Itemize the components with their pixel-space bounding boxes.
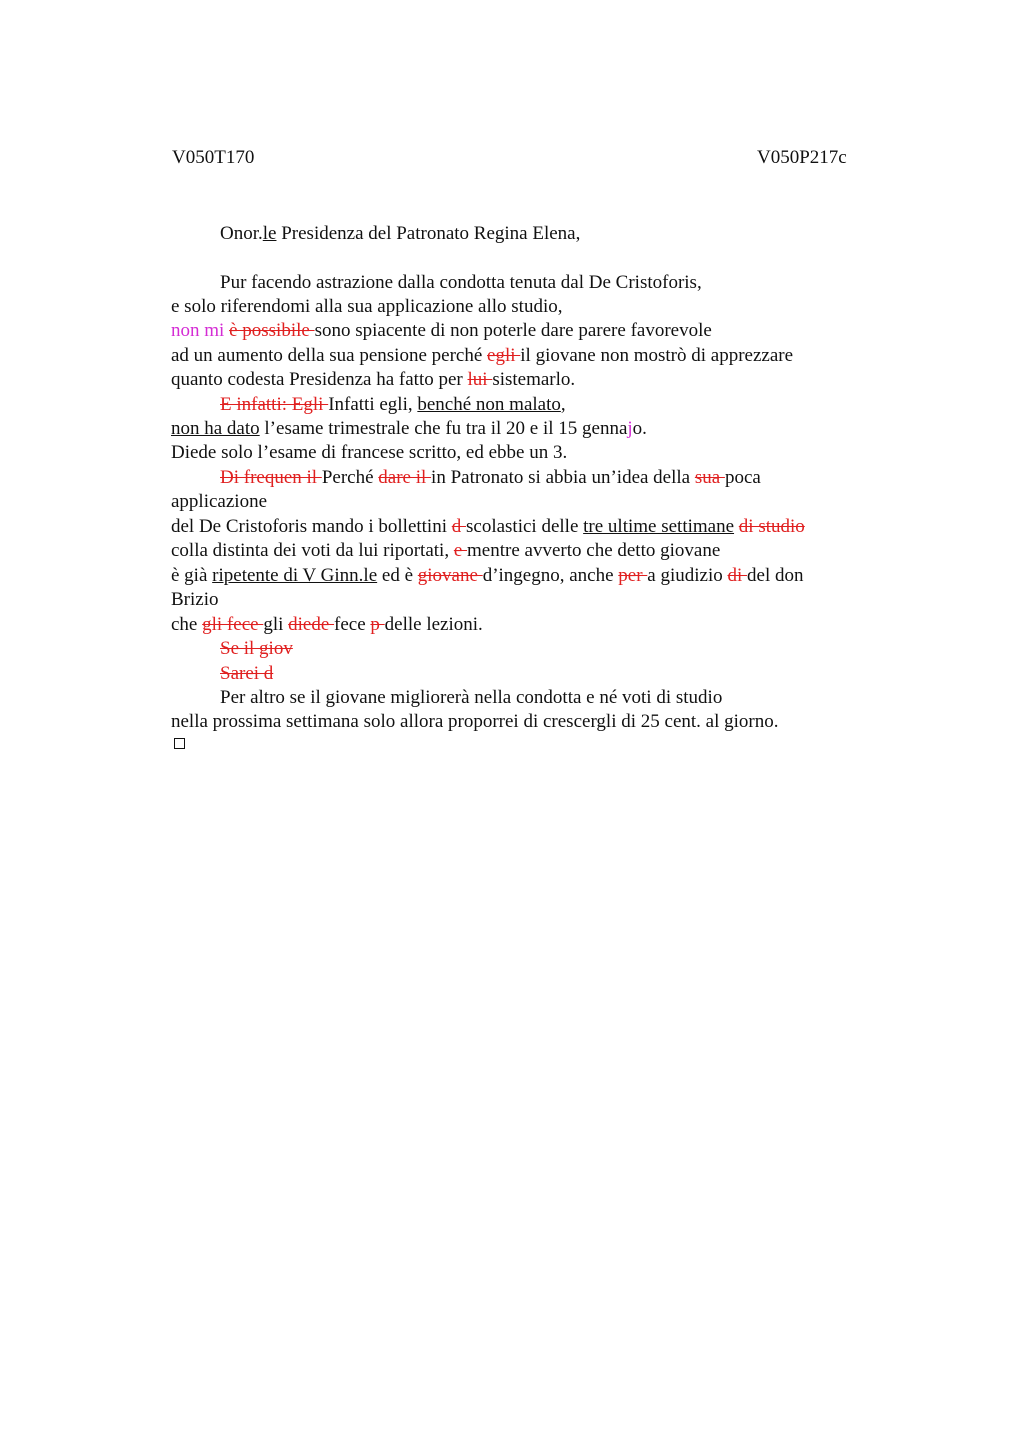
deleted-text: lui	[467, 369, 493, 390]
text-run: Brizio	[171, 589, 219, 610]
doc-id-right: V050P217c	[757, 147, 847, 168]
text-run: del De Cristoforis mando i bollettini	[171, 516, 452, 537]
deleted-text: e	[453, 540, 468, 561]
underlined-text: non ha dato	[171, 418, 260, 439]
text-run: scolastici delle	[466, 516, 584, 537]
underlined-text: le	[262, 223, 277, 244]
text-line	[171, 222, 920, 246]
text-run: l’esame trimestrale che fu tra il 20 e il 15 genna	[259, 418, 628, 439]
text-run: del don	[747, 565, 804, 586]
text-line	[171, 539, 871, 563]
text-run: Onor.	[220, 223, 263, 244]
underlined-text: tre ultime settimane	[583, 516, 735, 537]
text-line	[171, 710, 871, 734]
inserted-text: j	[627, 418, 633, 439]
inserted-text: non mi	[171, 320, 230, 341]
text-run: che	[171, 614, 203, 635]
checkbox-square-icon	[174, 738, 185, 749]
text-run: gli	[263, 614, 289, 635]
text-run: o.	[632, 418, 647, 439]
deleted-text: Sarei d	[220, 663, 274, 684]
text-line	[171, 417, 871, 441]
text-line	[171, 393, 920, 417]
text-run: d’ingegno, anche	[482, 565, 619, 586]
text-line	[171, 490, 871, 514]
text-line	[171, 637, 920, 661]
text-line	[171, 588, 871, 612]
deleted-text: è possibile	[229, 320, 315, 341]
underlined-text: benché non malato	[417, 394, 561, 415]
deleted-text: per	[618, 565, 648, 586]
text-run: è già	[171, 565, 213, 586]
text-line	[171, 466, 920, 490]
text-run: Perché	[321, 467, 379, 488]
text-line	[171, 613, 871, 637]
text-run: Infatti egli,	[328, 394, 418, 415]
deleted-text: gli fece	[202, 614, 264, 635]
text-run: ,	[560, 394, 566, 415]
deleted-text: E infatti: Egli	[220, 394, 329, 415]
text-run: fece	[334, 614, 371, 635]
text-run: poca	[724, 467, 761, 488]
text-run: Presidenza del Patronato Regina Elena,	[276, 223, 581, 244]
deleted-text: Se il giov	[220, 638, 293, 659]
deleted-text: diede	[288, 614, 335, 635]
text-run: in Patronato si abbia un’idea della	[431, 467, 695, 488]
text-run: sono spiacente di non poterle dare parere favorevole	[314, 320, 712, 341]
text-run: a giudizio	[647, 565, 728, 586]
deleted-text: p	[370, 614, 385, 635]
underlined-text: ripetente di V Ginn.le	[212, 565, 378, 586]
text-run: applicazione	[171, 491, 268, 512]
text-line	[171, 368, 871, 392]
text-line	[171, 662, 920, 686]
deleted-text: Di frequen il	[220, 467, 322, 488]
text-line	[171, 686, 920, 710]
text-run: e solo riferendomi alla sua applicazione allo studio,	[171, 296, 563, 317]
text-run: Diede solo l’esame di francese scritto, ed ebbe un 3.	[171, 442, 568, 463]
text-line	[171, 564, 871, 588]
deleted-text: d	[451, 516, 466, 537]
text-line	[171, 271, 920, 295]
text-line	[171, 295, 871, 319]
deleted-text: egli	[487, 345, 521, 366]
text-run: il giovane non mostrò di apprezzare	[520, 345, 794, 366]
text-line	[171, 319, 871, 343]
deleted-text: sua	[694, 467, 725, 488]
deleted-text: giovane	[417, 565, 483, 586]
text-line	[171, 441, 871, 465]
text-line	[171, 344, 871, 368]
text-run: Per altro se il giovane migliorerà nella condotta e né voti di studio	[220, 687, 723, 708]
text-run: mentre avverto che detto giovane	[467, 540, 721, 561]
text-run: Pur facendo astrazione dalla condotta tenuta dal De Cristoforis,	[220, 272, 702, 293]
text-run: sistemarlo.	[492, 369, 576, 390]
text-run: ad un aumento della sua pensione perché	[171, 345, 488, 366]
doc-id-left: V050T170	[172, 147, 255, 168]
deleted-text: di studio	[738, 516, 805, 537]
text-line	[171, 515, 871, 539]
text-run: delle lezioni.	[384, 614, 483, 635]
text-run: quanto codesta Presidenza ha fatto per	[171, 369, 468, 390]
deleted-text: di	[727, 565, 748, 586]
text-run: ed è	[377, 565, 418, 586]
deleted-text: dare il	[378, 467, 432, 488]
text-run: colla distinta dei voti da lui riportati,	[171, 540, 454, 561]
text-run: nella prossima settimana solo allora proporrei di crescergli di 25 cent. al giorno.	[171, 711, 779, 732]
